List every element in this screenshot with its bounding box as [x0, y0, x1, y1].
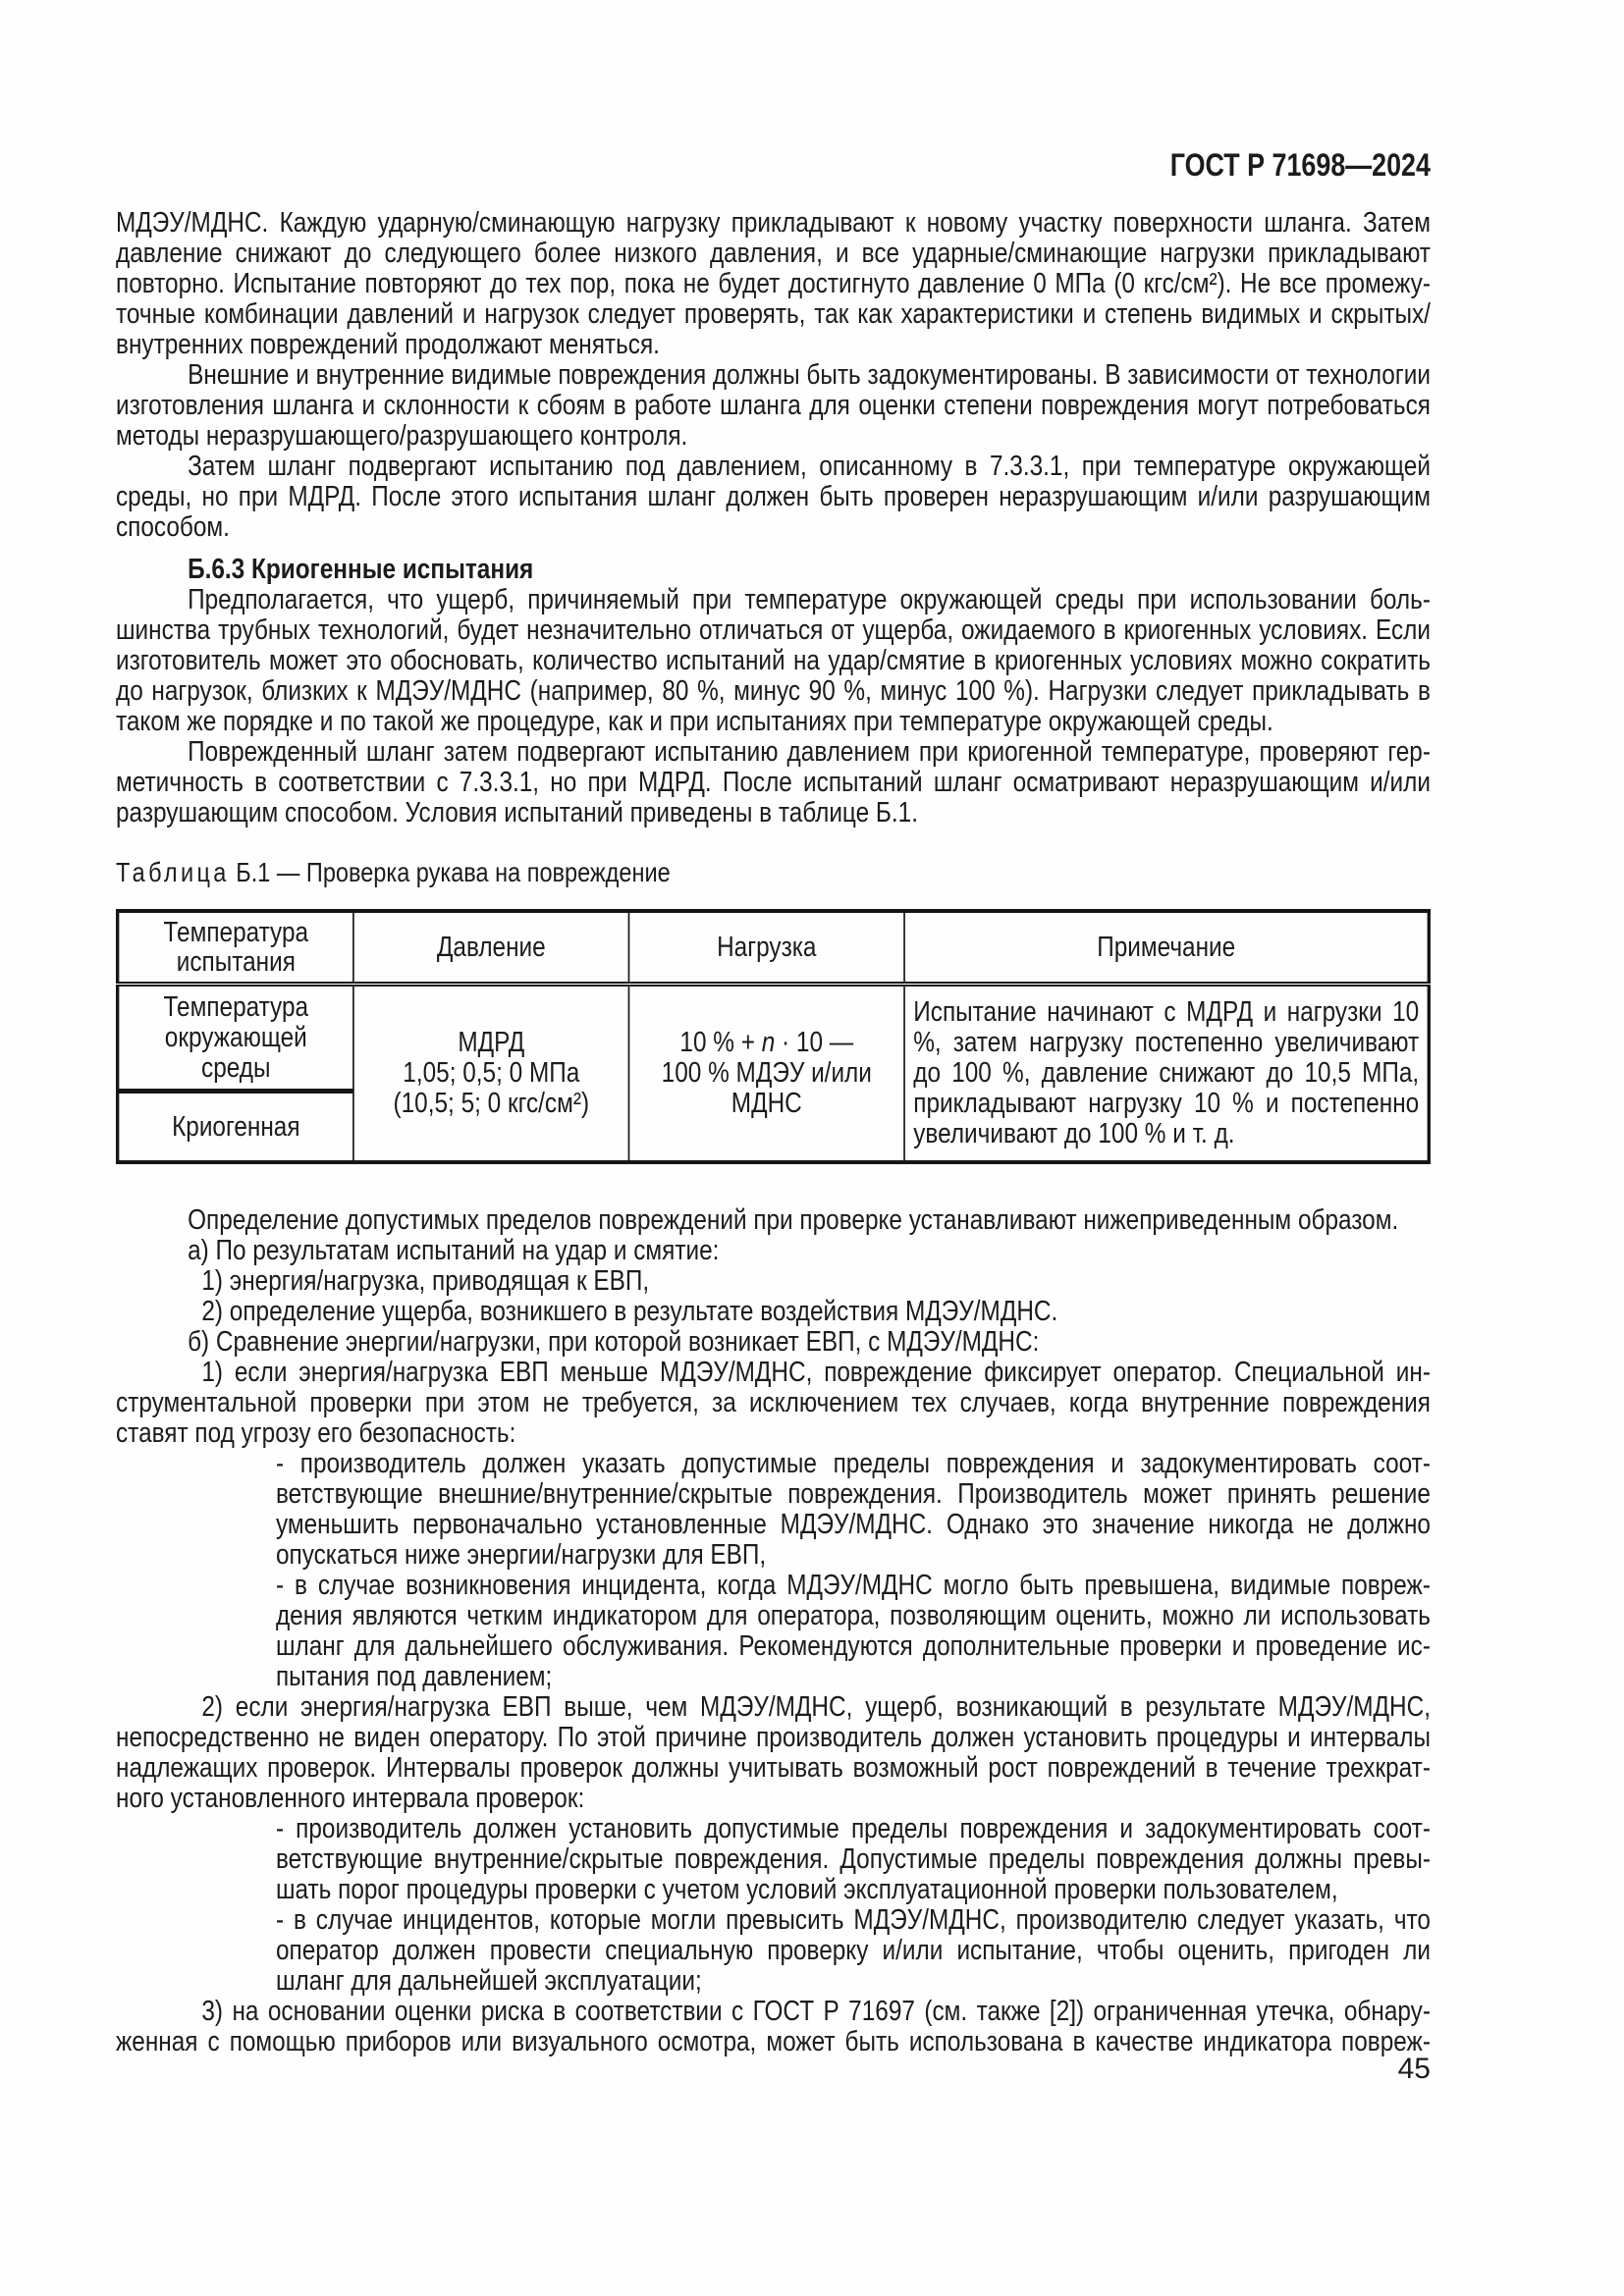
- paragraph: Определение допустимых пределов повреждений при проверке устанавливают нижеприведенным образом.: [188, 1204, 1399, 1236]
- list-item: б) Сравнение энергии/нагрузки, при которой возникает ЕВП, с МДЭУ/МДНС:: [188, 1326, 1040, 1358]
- table-header-row: [118, 911, 1430, 985]
- cell-note: Испытание начинают с МДРД и нагрузки 10 %, затем нагрузку постепенно увеличивают до 100 %, давление снижают до 10,5 МПа, прикладывают нагрузку 10 % и постепенно увеличивают до 100 % и т. д.: [904, 985, 1429, 1163]
- paragraph: Поврежденный шланг затем подвергают испытанию давлением при криогенной температуре, проверяют герметичность в соответствии с 7.3.3.1, но при МДРД. После испытаний шланг осматривают неразрушающим и/или разрушающим способом. Условия испытаний приведены в таблице Б.1.: [116, 736, 1431, 828]
- load-variable: n: [761, 1027, 776, 1058]
- load-text: · 10 —: [775, 1027, 854, 1058]
- cell-load: [629, 985, 904, 1163]
- table-row: [118, 985, 1430, 1092]
- doc-header: ГОСТ Р 71698—2024: [1169, 147, 1431, 183]
- col-header-temperature: Температура испытания: [118, 911, 353, 985]
- cell-temp-ambient: Температура окружающей среды: [118, 985, 353, 1092]
- cell-temp-cryogenic: Криогенная: [118, 1092, 353, 1163]
- col-header-note: Примечание: [904, 911, 1429, 985]
- paragraph: Внешние и внутренние видимые повреждения должны быть задокументированы. В зависимости от технологии изготовления шланга и склонности к сбоям в работе шланга для оценки степени повреждения могут потребоваться методы неразрушающего/разрушающего контроля.: [116, 359, 1431, 452]
- paragraph: Затем шланг подвергают испытанию под давлением, описанному в 7.3.3.1, при температуре окружающей среды, но при МДРД. После этого испытания шланг должен быть проверен неразрушающим и/или разрушающим способом.: [116, 451, 1431, 543]
- table-caption-label: Таблица: [116, 857, 230, 887]
- table-caption: [116, 858, 1431, 887]
- col-header-load: Нагрузка: [629, 911, 904, 985]
- list-item: 2) определение ущерба, возникшего в результате воздействия МДЭУ/МДНС.: [201, 1296, 1058, 1327]
- col-header-pressure: Давление: [353, 911, 628, 985]
- list-item: 1) если энергия/нагрузка ЕВП меньше МДЭУ/МДНС, повреждение фиксирует оператор. Специальной инструментальной проверки при этом не требуется, за исключением тех случаев, когда внутренние повреждения ставят под угрозу его безопасность:: [116, 1357, 1431, 1449]
- load-line: 100 % МДЭУ и/или: [661, 1057, 872, 1089]
- paragraph: Предполагается, что ущерб, причиняемый при температуре окружающей среды при использовании большинства трубных технологий, будет незначительно отличаться от ущерба, ожидаемого в криогенных условиях. Если изготовитель может это обосновать, количество испытаний на удар/смятие в криогенных условиях можно сократить до нагрузок, близких к МДЭУ/МДНС (например, 80 %, минус 90 %, минус 100 %). Нагрузки следует прикладывать в таком же порядке и по такой же процедуре, как и при испытаниях при температуре окружающей среды.: [116, 584, 1431, 737]
- load-line: [638, 1028, 895, 1058]
- list-item: 3) на основании оценки риска в соответствии с ГОСТ Р 71697 (см. также [2]) ограниченная утечка, обнаруженная с помощью приборов или визуального осмотра, может быть использована в качестве индикатора повреж-: [116, 1996, 1431, 2057]
- load-line: МДНС: [731, 1088, 802, 1119]
- bullet-item: - в случае инцидентов, которые могли превысить МДЭУ/МДНС, производителю следует указать, что оператор должен провести специальную проверку и/или испытание, чтобы оценить, пригоден ли шланг для дальнейшей эксплуатации;: [275, 1904, 1431, 1997]
- page-content: [116, 147, 1431, 2057]
- list-item: 1) энергия/нагрузка, приводящая к ЕВП,: [201, 1265, 650, 1297]
- bullet-item: - в случае возникновения инцидента, когда МДЭУ/МДНС могло быть превышена, видимые повреждения являются четким индикатором для оператора, позволяющим оценить, можно ли использовать шланг для дальнейшего обслуживания. Рекомендуются дополнительные проверки и проведение испытания под давлением;: [275, 1570, 1431, 1692]
- paragraph: МДЭУ/МДНС. Каждую ударную/сминающую нагрузку прикладывают к новому участку поверхности шланга. Затем давление снижают до следующего более низкого давления, и все ударные/сминающие нагрузки прикладывают повторно. Испытание повторяют до тех пор, пока не будет достигнуто давление 0 МПа (0 кгс/см²). Не все промежуточные комбинации давлений и нагрузок следует проверять, так как характеристики и степень видимых и скрытых/внутренних повреждений продолжают меняться.: [116, 207, 1431, 360]
- list-item: 2) если энергия/нагрузка ЕВП выше, чем МДЭУ/МДНС, ущерб, возникающий в результате МДЭУ/МДНС, непосредственно не виден оператору. По этой причине производитель должен установить процедуры и интервалы надлежащих проверок. Интервалы проверок должны учитывать возможный рост повреждений в течение трехкратного установленного интервала проверок:: [116, 1691, 1431, 1814]
- cell-pressure: [353, 985, 628, 1163]
- table-caption-text: Б.1 — Проверка рукава на повреждение: [236, 857, 671, 887]
- section-heading: Б.6.3 Криогенные испытания: [188, 554, 534, 585]
- bullet-item: - производитель должен установить допустимые пределы повреждения и задокументировать соответствующие внутренние/скрытые повреждения. Допустимые пределы повреждения должны превышать порог процедуры проверки с учетом условий эксплуатационной проверки пользователем,: [275, 1813, 1431, 1905]
- list-item: а) По результатам испытаний на удар и смятие:: [188, 1235, 720, 1266]
- page-number: 45: [1397, 2053, 1431, 2085]
- pressure-line: (10,5; 5; 0 кгс/см²): [393, 1088, 590, 1119]
- bullet-item: - производитель должен указать допустимые пределы повреждения и задокументировать соответствующие внешние/внутренние/скрытые повреждения. Производитель может принять решение уменьшить первоначально установленные МДЭУ/МДНС. Однако это значение никогда не должно опускаться ниже энергии/нагрузки для ЕВП,: [275, 1448, 1431, 1571]
- pressure-line: МДРД: [458, 1027, 525, 1058]
- load-text: 10 % +: [679, 1027, 762, 1058]
- pressure-line: 1,05; 0,5; 0 МПа: [403, 1057, 580, 1089]
- damage-check-table: [116, 909, 1431, 1164]
